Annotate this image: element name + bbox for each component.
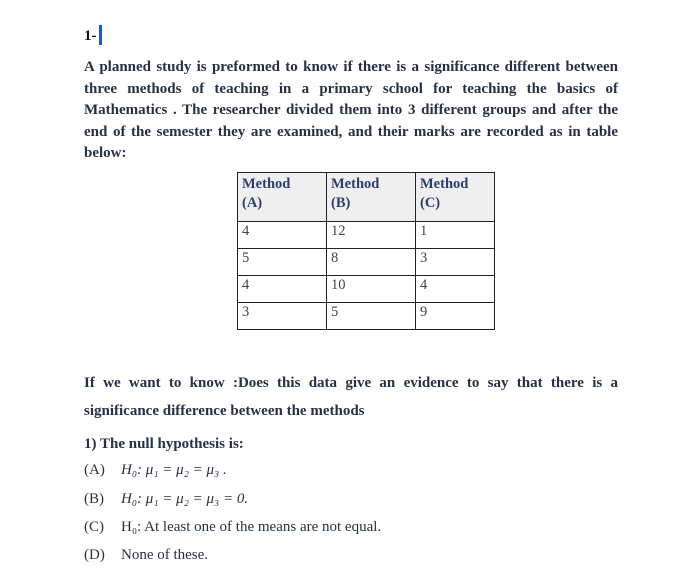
option-c [84, 519, 381, 536]
table-cell: 8 [327, 249, 416, 276]
table-cell: 1 [416, 222, 495, 249]
table-row [238, 303, 495, 330]
table-cell: 4 [416, 276, 495, 303]
table-cell: 12 [327, 222, 416, 249]
table-cell: 3 [238, 303, 327, 330]
table-row [238, 276, 495, 303]
question-number: 1- [84, 28, 97, 44]
table-cell: 5 [327, 303, 416, 330]
table-cell: 4 [238, 276, 327, 303]
option-text: H₀: At least one of the means are not equal. [121, 519, 382, 535]
text-cursor [99, 25, 102, 45]
main-question: If we want to know :Does this data give an evidence to say that there is a significance difference between the methods [84, 375, 618, 419]
table-row [238, 222, 495, 249]
table-cell: 9 [416, 303, 495, 330]
option-text: H₀: μ₁ = μ₂ = μ₃ . [121, 462, 227, 478]
table-cell: 4 [238, 222, 327, 249]
intro-paragraph: A planned study is preformed to know if there is a significance different between three methods of teaching in a primary school for teaching the basics of Mathematics . The researcher divided them into 3 different groups and after the end of the semester they are examined, and their marks are recorded as in table below: [84, 59, 618, 162]
table-header-row [238, 173, 495, 222]
table-cell: 5 [238, 249, 327, 276]
marks-table [237, 172, 495, 330]
sub-question: 1) The null hypothesis is: [84, 436, 244, 452]
option-label: (B) [84, 491, 104, 507]
option-label: (C) [84, 519, 104, 535]
header-method-a: Method (A) [238, 173, 327, 222]
option-label: (D) [84, 547, 105, 563]
table-cell: 3 [416, 249, 495, 276]
table-row [238, 249, 495, 276]
option-text: None of these. [121, 547, 209, 563]
option-a [84, 462, 227, 479]
option-label: (A) [84, 462, 105, 478]
option-b [84, 491, 248, 508]
option-text: H₀: μ₁ = μ₂ = μ₃ = 0. [121, 491, 249, 507]
header-method-c: Method (C) [416, 173, 495, 222]
table-cell: 10 [327, 276, 416, 303]
header-method-b: Method (B) [327, 173, 416, 222]
option-d [84, 547, 208, 564]
